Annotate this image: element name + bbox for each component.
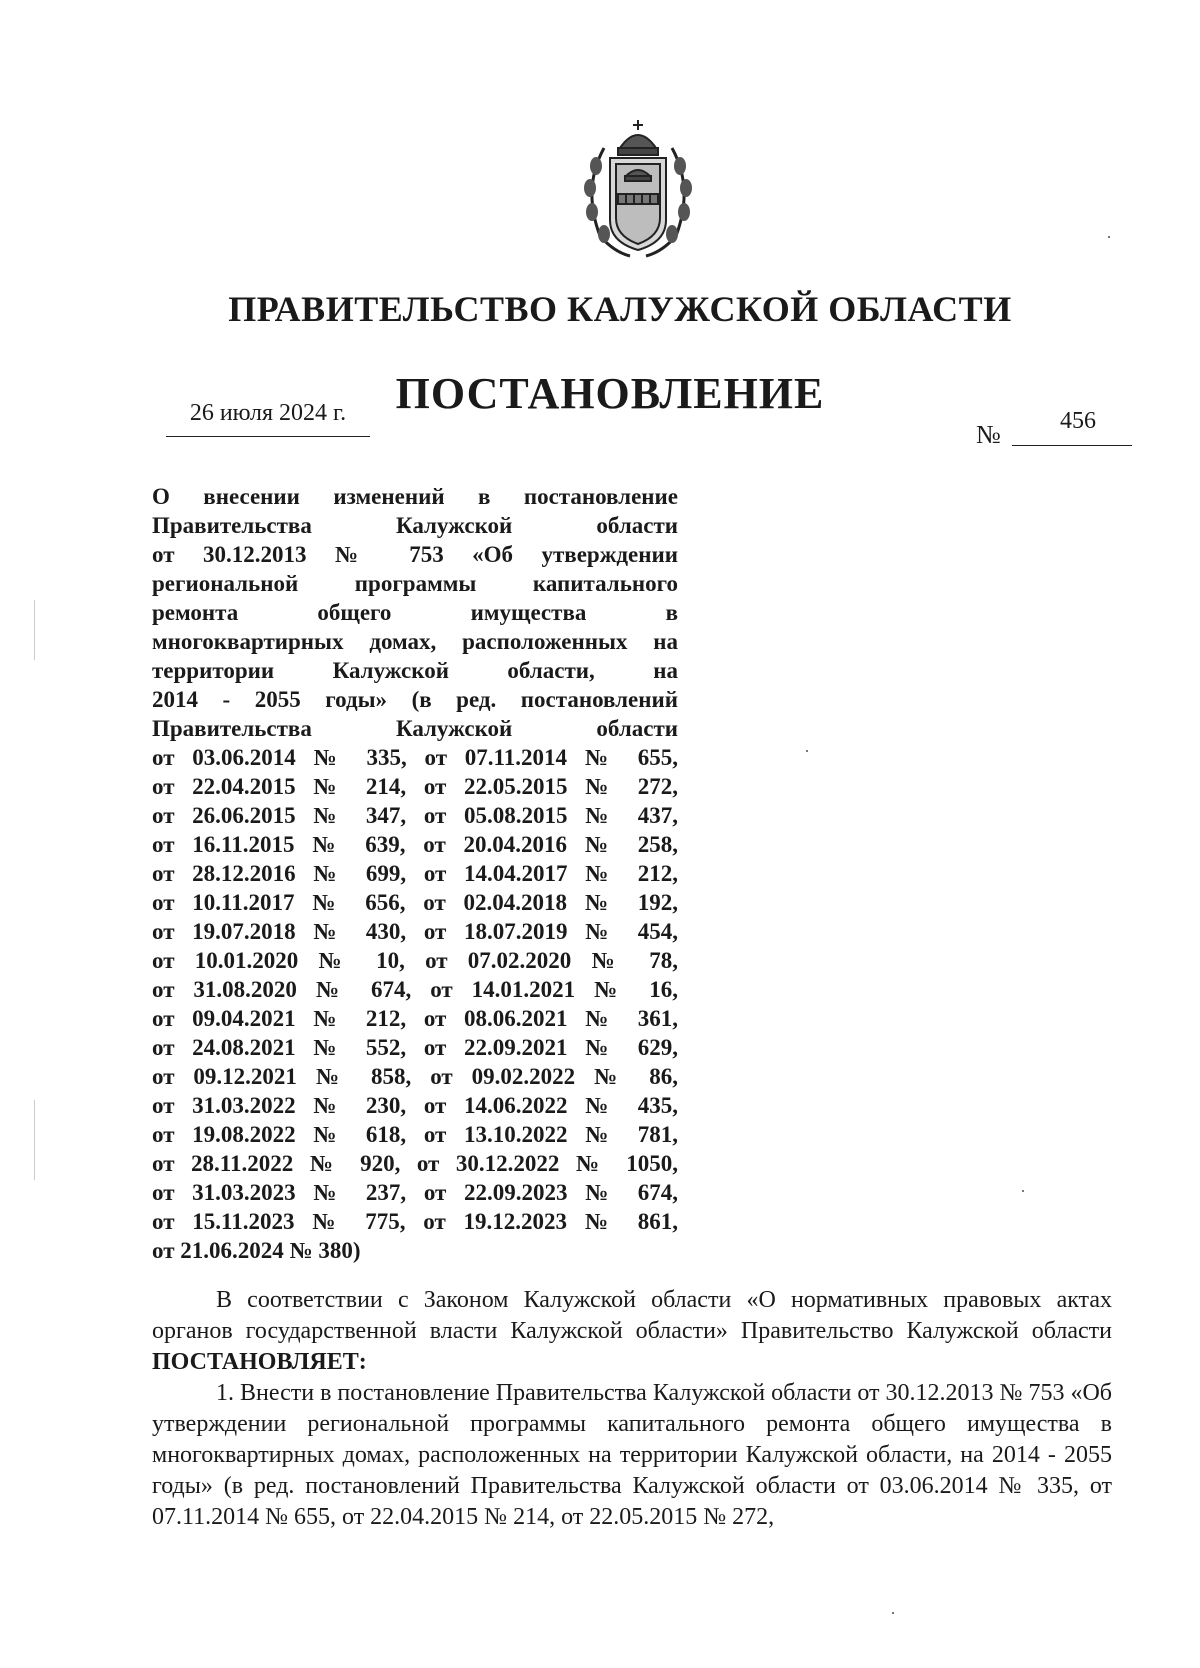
number-sign: № <box>976 420 1001 449</box>
resolution-keyword: ПОСТАНОВЛЯЕТ: <box>152 1349 367 1375</box>
scan-speck <box>1108 236 1110 238</box>
preamble-paragraph <box>152 1285 1112 1378</box>
kaluga-coat-of-arms-icon <box>570 118 706 258</box>
title-line: территории Калужской области, на <box>152 658 678 683</box>
title-line: от 19.08.2022 № 618, от 13.10.2022 № 781, <box>152 1122 678 1147</box>
title-line: от 31.03.2022 № 230, от 14.06.2022 № 435, <box>152 1093 678 1118</box>
title-line: от 16.11.2015 № 639, от 20.04.2016 № 258, <box>152 832 678 857</box>
title-line: от 28.11.2022 № 920, от 30.12.2022 № 1050, <box>152 1151 678 1176</box>
title-line: 2014 - 2055 годы» (в ред. постановлений <box>152 687 678 712</box>
title-line: многоквартирных домах, расположенных на <box>152 629 678 654</box>
title-line: от 15.11.2023 № 775, от 19.12.2023 № 861, <box>152 1209 678 1234</box>
preamble-text: В соответствии с Законом Калужской области «О нормативных правовых актах органов государственной власти Калужской области» Правительство Калужской области <box>152 1287 1112 1344</box>
title-line: от 28.12.2016 № 699, от 14.04.2017 № 212, <box>152 861 678 886</box>
document-body <box>152 1285 1112 1533</box>
scan-margin-mark <box>34 600 35 660</box>
title-line: от 10.01.2020 № 10, от 07.02.2020 № 78, <box>152 948 678 973</box>
title-line: от 09.04.2021 № 212, от 08.06.2021 № 361, <box>152 1006 678 1031</box>
title-line: от 31.03.2023 № 237, от 22.09.2023 № 674, <box>152 1180 678 1205</box>
document-date: 26 июля 2024 г. <box>189 400 347 426</box>
number-underline <box>1012 445 1132 446</box>
document-title <box>152 482 678 1265</box>
organization-title: ПРАВИТЕЛЬСТВО КАЛУЖСКОЙ ОБЛАСТИ <box>228 289 1012 329</box>
title-line: от 03.06.2014 № 335, от 07.11.2014 № 655, <box>152 745 678 770</box>
title-line: Правительства Калужской области <box>152 716 678 741</box>
title-line: ремонта общего имущества в <box>152 600 678 625</box>
title-line: региональной программы капитального <box>152 571 678 596</box>
scan-speck <box>806 750 808 752</box>
document-number: 456 <box>1060 408 1096 434</box>
title-line: О внесении изменений в постановление <box>152 484 678 509</box>
title-line: от 22.04.2015 № 214, от 22.05.2015 № 272, <box>152 774 678 799</box>
title-line: от 24.08.2021 № 552, от 22.09.2021 № 629, <box>152 1035 678 1060</box>
title-line: от 21.06.2024 № 380) <box>152 1238 361 1263</box>
title-line: от 10.11.2017 № 656, от 02.04.2018 № 192, <box>152 890 678 915</box>
document-type-heading: ПОСТАНОВЛЕНИЕ <box>395 369 825 418</box>
title-line: Правительства Калужской области <box>152 513 678 538</box>
title-line: от 19.07.2018 № 430, от 18.07.2019 № 454, <box>152 919 678 944</box>
scan-speck <box>1022 1190 1024 1192</box>
title-line: от 09.12.2021 № 858, от 09.02.2022 № 86, <box>152 1064 678 1089</box>
title-line: от 26.06.2015 № 347, от 05.08.2015 № 437, <box>152 803 678 828</box>
scan-margin-mark <box>34 1100 35 1180</box>
title-line: от 30.12.2013 № 753 «Об утверждении <box>152 542 678 567</box>
item-1-paragraph: 1. Внести в постановление Правительства Калужской области от 30.12.2013 № 753 «Об утверждении региональной программы капитального ремонта общего имущества в многоквартирных домах, расположенных на территории Калужской области, на 2014 - 2055 годы» (в ред. постановлений Правительства Калужской области от 03.06.2014 № 335, от 07.11.2014 № 655, от 22.04.2015 № 214, от 22.05.2015 № 272, <box>152 1380 1112 1530</box>
title-line: от 31.08.2020 № 674, от 14.01.2021 № 16, <box>152 977 678 1002</box>
scan-speck <box>892 1612 894 1614</box>
date-underline <box>166 436 370 437</box>
